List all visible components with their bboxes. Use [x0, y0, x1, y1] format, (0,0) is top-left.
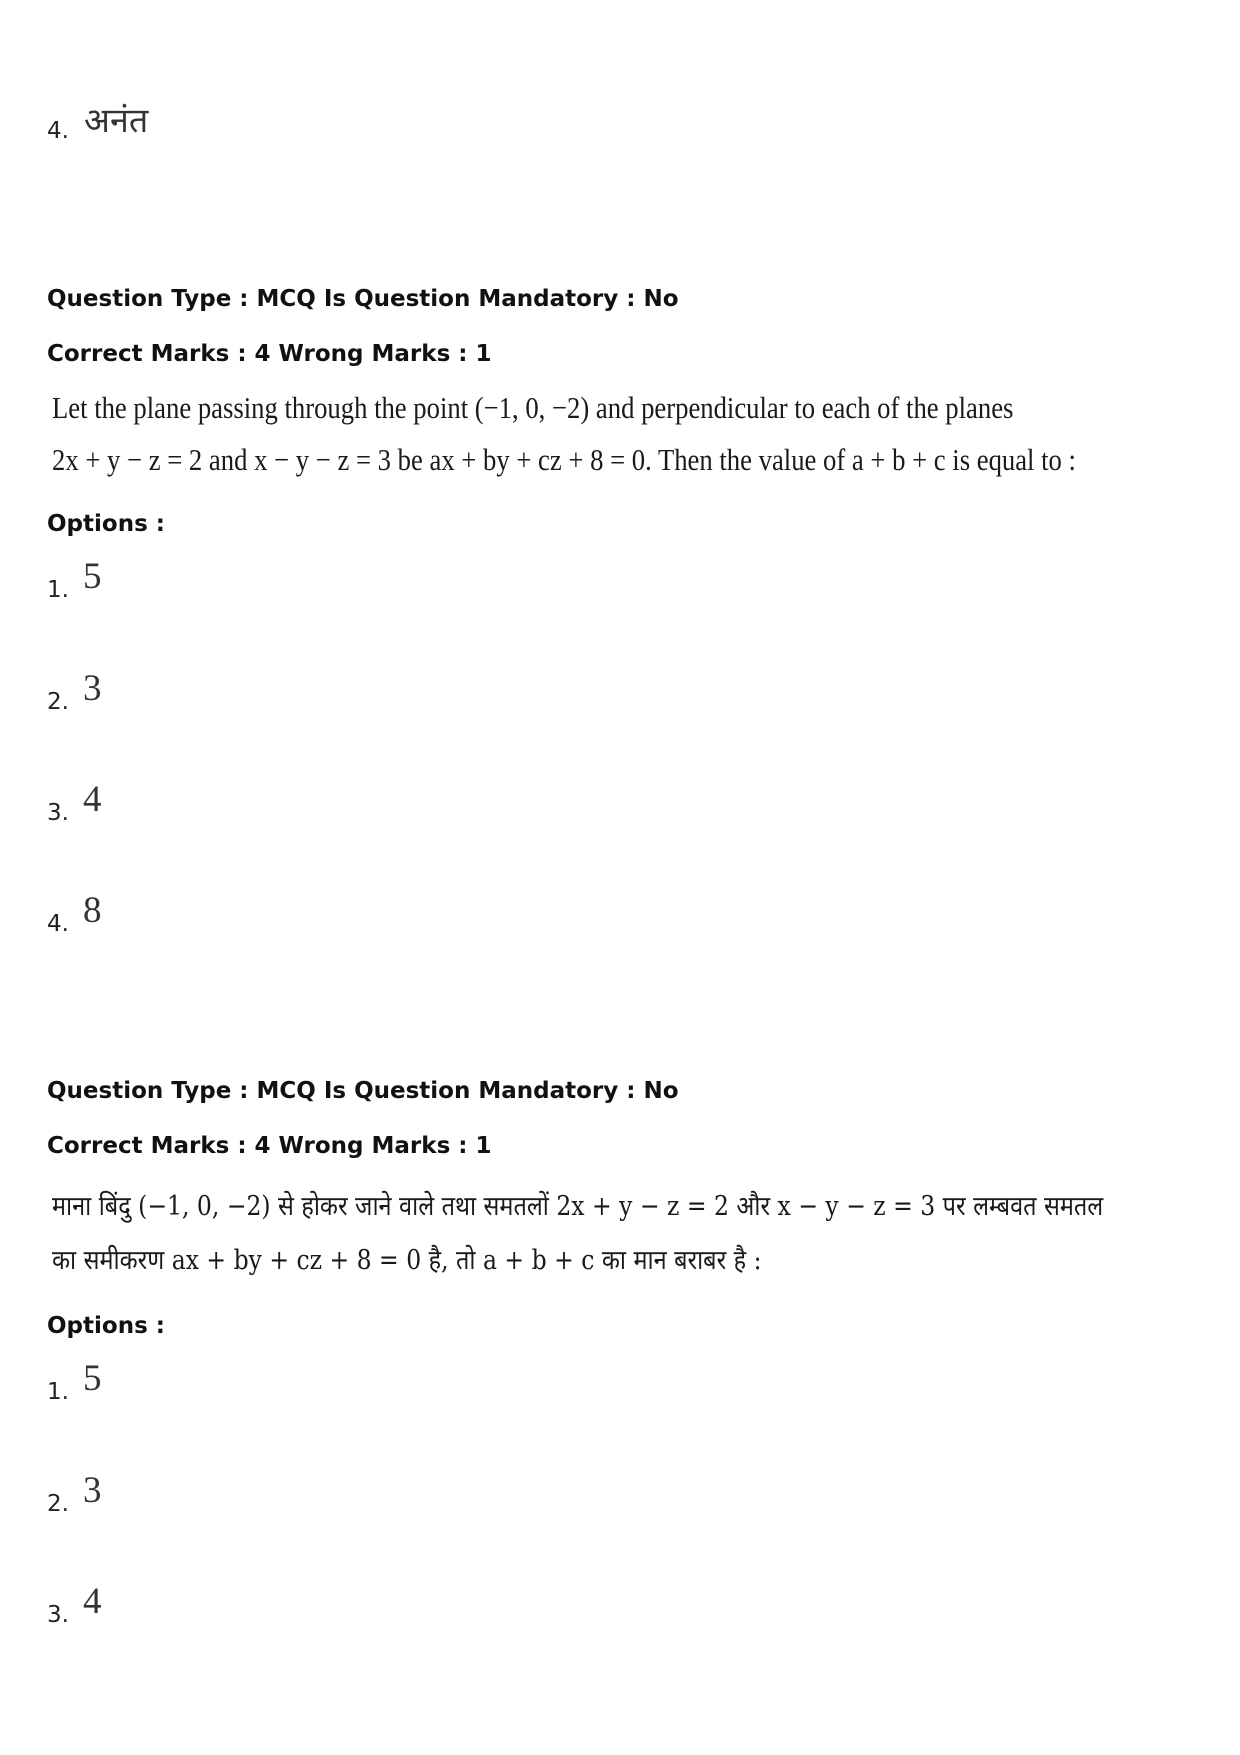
option-number: 1. — [47, 577, 69, 603]
question-text-line: Let the plane passing through the point (−1, 0, −2) and perpendicular to each of the planes — [52, 390, 1014, 425]
option-value: 4 — [83, 779, 102, 820]
question-text — [52, 382, 1240, 486]
question-text — [52, 1180, 1240, 1288]
question-text-line: 2x + y − z = 2 and x − y − z = 3 be ax + by + cz + 8 = 0. Then the value of a + b + c is equal to : — [52, 442, 1076, 477]
options-label: Options : — [47, 511, 165, 537]
option-number: 3. — [47, 800, 69, 826]
question-text-line: का समीकरण ax + by + cz + 8 = 0 है, तो a + b + c का मान बराबर है : — [52, 1245, 762, 1276]
marks-line: Correct Marks : 4 Wrong Marks : 1 — [47, 341, 492, 367]
marks-line: Correct Marks : 4 Wrong Marks : 1 — [47, 1133, 492, 1159]
option-value: 4 — [83, 1581, 102, 1622]
option-number: 4. — [47, 118, 69, 144]
option-number: 1. — [47, 1379, 69, 1405]
option-number: 2. — [47, 689, 69, 715]
question-type-line: Question Type : MCQ Is Question Mandatory : No — [47, 1078, 679, 1104]
option-number: 4. — [47, 911, 69, 937]
option-value: 5 — [83, 1358, 102, 1399]
option-value: अनंत — [84, 101, 149, 141]
option-number: 3. — [47, 1602, 69, 1628]
option-value: 5 — [83, 556, 102, 597]
option-number: 2. — [47, 1491, 69, 1517]
question-type-line: Question Type : MCQ Is Question Mandatory : No — [47, 286, 679, 312]
option-value: 3 — [83, 668, 102, 709]
options-label: Options : — [47, 1313, 165, 1339]
option-value: 3 — [83, 1470, 102, 1511]
option-value: 8 — [83, 890, 102, 931]
question-text-line: माना बिंदु (−1, 0, −2) से होकर जाने वाले तथा समतलों 2x + y − z = 2 और x − y − z = 3 पर लम्बवत समतल — [52, 1191, 1104, 1222]
